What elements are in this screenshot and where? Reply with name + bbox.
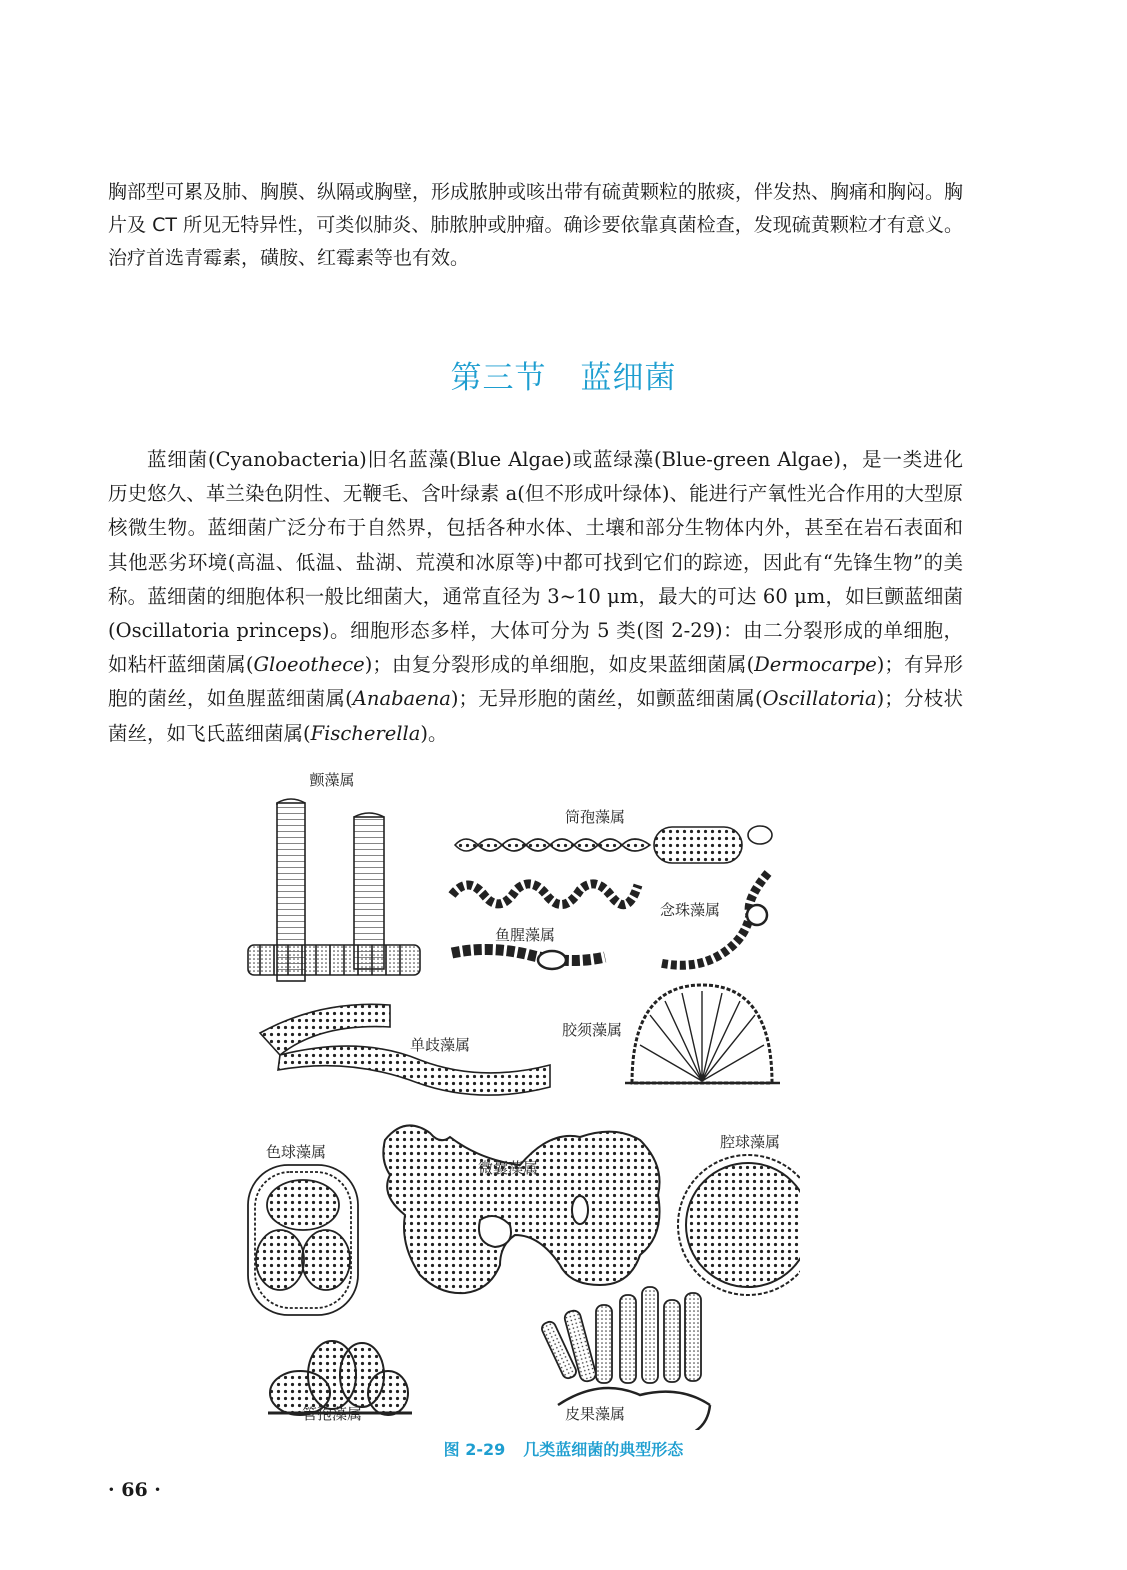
genus-name: Dermocarpe [754,653,877,677]
body-text: )；分枝状菌丝，如飞氏蓝细菌属( [108,687,964,745]
body-text: )。 [420,721,448,745]
cylindrospermum-drawing [455,826,772,863]
label-coelosphaerium: 腔球藻属 [719,1133,781,1151]
genus-name: Gloeothece [253,653,365,677]
body-text: )；有异形胞的菌丝，如鱼腥蓝细菌属( [108,653,963,711]
cyanobacteria-figure [240,765,800,1430]
anabaena-drawing [452,949,605,960]
body-text: )；无异形胞的菌丝，如颤蓝细菌属( [450,687,763,711]
label-nostoc: 念珠藻属 [659,901,721,919]
paragraph-actinomycosis: 胸部型可累及肺、胸膜、纵隔或胸壁，形成脓肿或咳出带有硫黄颗粒的脓痰，伴发热、胸痛和胸闷。胸片及 CT 所见无特异性，可类似肺炎、肺脓肿或肿瘤。确诊要依靠真菌检查，发现硫黄颗粒才有意义。治疗首选青霉素，磺胺、红霉素等也有效。 [108,181,964,269]
section-title: 蓝细菌 [580,360,677,396]
chamaesiphon-drawing [268,1341,412,1415]
body-text: 蓝细菌(Cyanobacteria)旧名蓝藻(Blue Algae)或蓝绿藻(Blue-green Algae)，是一类进化历史悠久、革兰染色阴性、无鞭毛、含叶绿素 a(但不形成叶绿体)、能进行产氧性光合作用的大型原核微生物。蓝细菌广泛分布于自然界，包括各种水体、土壤和部分生物体内外，甚至在岩石表面和其他恶劣环境(高温、低温、盐湖、荒漠和冰原等)中都可找到它们的踪迹，因此有“先锋生物”的美称。蓝细菌的细胞体积一般比细菌大，通常直径为 3~10 μm，最大的可达 60 μm，如巨颤蓝细菌(Oscillatoria princeps)。细胞形态多样，大体可分为 5 类(图 2-29)：由二分裂形成的单细胞，如粘杆蓝细菌属( [108,448,963,677]
label-rivularia: 胶须藻属 [561,1021,623,1039]
label-microcystis: 微囊藻属 [477,1159,539,1177]
body-text: )；由复分裂形成的单细胞，如皮果蓝细菌属( [364,653,755,677]
page-number: · 66 · [108,1479,161,1501]
genus-name: Fischerella [310,721,421,745]
oscillatoria-drawing [248,799,420,981]
caption-number: 图 2-29 [443,1440,506,1459]
figure-caption [0,1437,1127,1460]
label-anabaena: 鱼腥藻属 [494,926,556,944]
label-chamaesiphon: 管孢藻属 [301,1405,363,1423]
genus-name: Oscillatoria [762,687,877,711]
genus-name: Anabaena [352,687,451,711]
coelosphaerium-drawing [678,1155,800,1295]
section-heading [0,352,1127,397]
label-chroococcus: 色球藻属 [265,1143,327,1161]
label-cylindrospermum: 筒孢藻属 [564,808,626,826]
microcystis-drawing [383,1125,659,1293]
section-number: 第三节 [450,360,547,396]
chroococcus-drawing [248,1165,358,1315]
label-dermocarpa: 皮果藻属 [564,1405,626,1423]
rivularia-drawing [625,985,780,1083]
paragraph-cyanobacteria [108,443,963,751]
scytonema-drawing [260,1004,550,1095]
label-scytonema: 单歧藻属 [409,1036,471,1054]
label-oscillatoria: 颤藻属 [309,771,355,789]
caption-text: 几类蓝细菌的典型形态 [523,1440,684,1459]
